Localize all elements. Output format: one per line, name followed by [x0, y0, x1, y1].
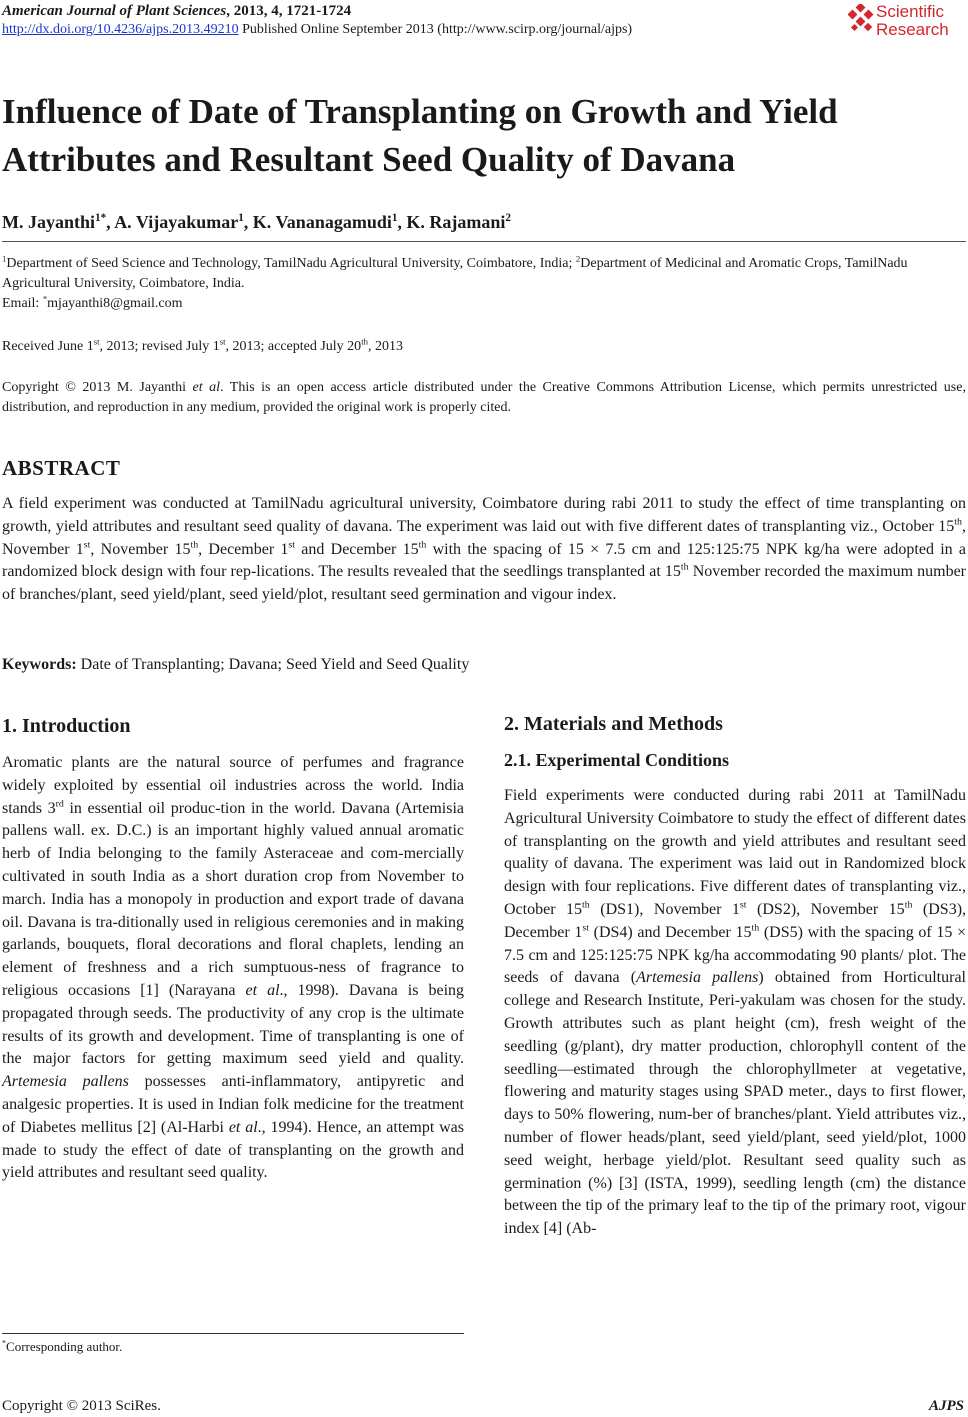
ordinal-suffix: th [751, 922, 760, 934]
footnote-mark: * [2, 1338, 7, 1348]
submission-dates [2, 337, 403, 357]
abstract-segment: , November 1 [2, 517, 966, 558]
ordinal-suffix: th [361, 336, 368, 347]
email-line [2, 294, 966, 314]
received-date: Received June 1 [2, 339, 94, 354]
ordinal-suffix: st [739, 899, 747, 911]
affiliation-mark: 1 [2, 253, 7, 264]
intro-segment: possesses anti-inflammatory, antipyretic and analgesic properties. It is used in Indian folk medicine for the treatment of Diabetes mellitus [2] (Al-Harbi [2, 1073, 465, 1136]
introduction-text [2, 752, 464, 1185]
footnote-divider [2, 1333, 464, 1334]
methods-segment: (DS3), December 1 [504, 900, 967, 941]
ordinal-suffix: th [954, 516, 962, 528]
journal-citation [2, 2, 351, 20]
author-name: A. Vijayakumar [114, 212, 239, 232]
ordinal-suffix: st [288, 539, 296, 551]
ordinal-suffix: th [582, 899, 590, 911]
ordinal-suffix: st [219, 336, 226, 347]
email-label: Email: [2, 296, 43, 311]
keywords-text: Date of Transplanting; Davana; Seed Yield and Seed Quality [76, 656, 470, 673]
scientific-research-logo [848, 2, 966, 42]
abstract-segment: November recorded the maximum number of branches/plant, seed yield/plant, seed yield/plot, resultant seed germination and vigour index. [2, 563, 967, 604]
abstract-segment: A field experiment was conducted at TamilNadu agricultural university, Coimbatore during rabi 2011 to study the effect of time transplanting on growth, yield attributes and resultant seed quality of davana. The experiment was laid out with five different dates of transplanting viz., October 15 [2, 495, 966, 535]
copyright-notice [2, 378, 966, 418]
header-divider [2, 241, 966, 242]
methods-segment: Field experiments were conducted during rabi 2011 at TamilNadu Agricultural University Coimbatore to study the effect of different dates of transplanting on the growth and yield attributes and resultant seed quality of davana. The experiment was laid out in Randomized block design with four replications. Five different dates of transplanting viz., October 15 [504, 787, 966, 918]
abstract-text [2, 493, 966, 607]
affiliation-text [2, 254, 966, 294]
affiliation-2: Department of Medicinal and Aromatic Crops, TamilNadu Agricultural University, Coimbatore, India. [2, 256, 908, 291]
intro-segment: in essential oil produc-tion in the world. Davana (Artemisia pallens wall. ex. D.C.) is an important highly valued annual aromatic herb of India belonging to the family Asteraceae and com-mercially cultivated in south India as a short duration crop from November to march. India has a monopoly in production and export trade of davana oil. Davana is tra-ditionally used in religious ceremonies and in making garlands, bouquets, floral decorations and floral chaplets, lending an element of freshness and a rich sumptuous-ness of fragrance to religious occasions [1] (Narayana [2, 799, 464, 999]
methods-text [504, 785, 966, 1241]
intro-segment: ., 1994). Hence, an attempt was made to study the effect of date of transplanting on the growth and yield attributes and resultant seed quality. [2, 1118, 465, 1182]
et-al: et al [228, 1118, 258, 1136]
species-name: Artemesia pallens [2, 1073, 129, 1091]
corresponding-author-footnote [2, 1338, 122, 1356]
doi-link[interactable]: http://dx.doi.org/10.4236/ajps.2013.49210 [2, 22, 239, 37]
author-separator: , [243, 212, 253, 232]
affiliation-mark: 2 [575, 253, 581, 264]
journal-volume-pages: , 2013, 4, 1721-1724 [226, 3, 352, 19]
author-separator: , [397, 212, 407, 232]
email-address: mjayanthi8@gmail.com [47, 296, 183, 311]
footnote-text: Corresponding author. [6, 1339, 123, 1354]
affiliations [2, 254, 966, 314]
ordinal-suffix: st [83, 539, 91, 551]
paper-title: Influence of Date of Transplanting on Growth and Yield Attributes and Resultant Seed Quality of Davana [2, 92, 838, 179]
abstract-segment: , December 1 [198, 540, 289, 558]
author-affiliation-mark: 1 [238, 212, 244, 224]
ordinal-suffix: st [93, 336, 100, 347]
doi-line [2, 21, 632, 39]
logo-line-2: Research [876, 20, 949, 39]
introduction-heading: 1. Introduction [2, 715, 131, 737]
methods-segment: (DS2), November 15 [746, 900, 905, 918]
et-al: et al [245, 981, 280, 999]
affiliation-1: Department of Seed Science and Technology, TamilNadu Agricultural University, Coimbatore, India; [6, 256, 576, 271]
ordinal-suffix: th [190, 539, 199, 551]
footer-journal-abbr: AJPS [928, 1398, 964, 1414]
publisher-logo-icon [848, 4, 876, 34]
author-separator: , [106, 212, 115, 232]
author-list [2, 210, 511, 234]
logo-line-1: Scientific [876, 2, 945, 21]
ordinal-suffix: rd [55, 798, 64, 810]
ordinal-suffix: st [582, 922, 589, 934]
journal-name: American Journal of Plant Sciences [2, 3, 227, 19]
author-name: K. Vananagamudi [252, 212, 392, 232]
keywords-label: Keywords: [2, 656, 77, 673]
species-name: Artemesia pallens [636, 969, 759, 987]
et-al: et al [192, 380, 221, 395]
keywords-line [2, 654, 469, 676]
author-name: M. Jayanthi [2, 212, 96, 232]
methods-segment: ) obtained from Horticultural college and Research Institute, Peri-yakulam was chosen for the study. Growth attributes such as plant height (cm), fresh weight of the seedling (g/plant), dry matter production, chlorophyll content of the seedling—estimated through the chlorophyllmeter at vegetative, flowering and maturity stages using SPAD meter., days to first flower, days to 50% flowering, num-ber of branches/plant. Yield attributes viz., number of flower heads/plant, seed yield/plant, seed yield/plot, 1000 seed weight, herbage yield/plot. Resultant seed quality such as germination (%) [3] (ISTA, 1999), seedling length (cm) the distance between the tip of the primary leaf to the tip of the primary root, vigour index [4] (Ab- [504, 969, 966, 1238]
author-name: K. Rajamani [406, 212, 506, 232]
intro-segment: Aromatic plants are the natural source of perfumes and fragrance widely exploited by essential oil industries across the world. India stands 3 [2, 754, 464, 817]
abstract-segment: , November 15 [90, 540, 191, 558]
abstract-heading: ABSTRACT [2, 456, 121, 480]
published-online-text: Published Online September 2013 (http://www.scirp.org/journal/ajps) [238, 22, 633, 37]
methods-segment: (DS1), November 1 [589, 900, 740, 918]
copyright-holder: Copyright © 2013 M. Jayanthi [2, 380, 193, 395]
author-affiliation-mark: 1* [95, 212, 107, 224]
abstract-segment: and December 15 [295, 540, 419, 558]
footer-copyright: Copyright © 2013 SciRes. [2, 1398, 161, 1414]
date-year: , 2013 [367, 339, 403, 354]
intro-segment: ., 1998). Davana is being propagated through seeds. The productivity of any crop is the ultimate results of its growth and development. Time of transplanting is one of the major factors for getting maximum seed yield and quality. [2, 981, 465, 1068]
logo-wordmark [876, 3, 949, 39]
methods-segment: (DS4) and December 15 [588, 923, 752, 941]
author-affiliation-mark: 1 [391, 212, 398, 224]
experimental-conditions-heading: 2.1. Experimental Conditions [504, 750, 730, 770]
author-affiliation-mark: 2 [505, 212, 511, 224]
ordinal-suffix: th [418, 539, 427, 551]
revised-date: , 2013; revised July 1 [99, 339, 220, 354]
corresponding-mark: * [42, 293, 48, 304]
methods-heading: 2. Materials and Methods [504, 713, 723, 735]
ordinal-suffix: th [904, 899, 913, 911]
license-text: . This is an open access article distributed under the Creative Commons Attribution License, which permits unrestricted use, distribution, and reproduction in any medium, provided the original work is properly cited. [2, 380, 966, 415]
abstract-segment: with the spacing of 15 × 7.5 cm and 125:125:75 NPK kg/ha were adopted in a randomized block design with four rep-lications. The results revealed that the seedlings transplanted at 15 [2, 540, 967, 581]
accepted-date: , 2013; accepted July 20 [225, 339, 362, 354]
methods-segment: (DS5) with the spacing of 15 × 7.5 cm and 125:125:75 NPK kg/ha accommodating 90 plants/ plot. The seeds of davana ( [504, 923, 966, 987]
ordinal-suffix: th [680, 562, 689, 574]
